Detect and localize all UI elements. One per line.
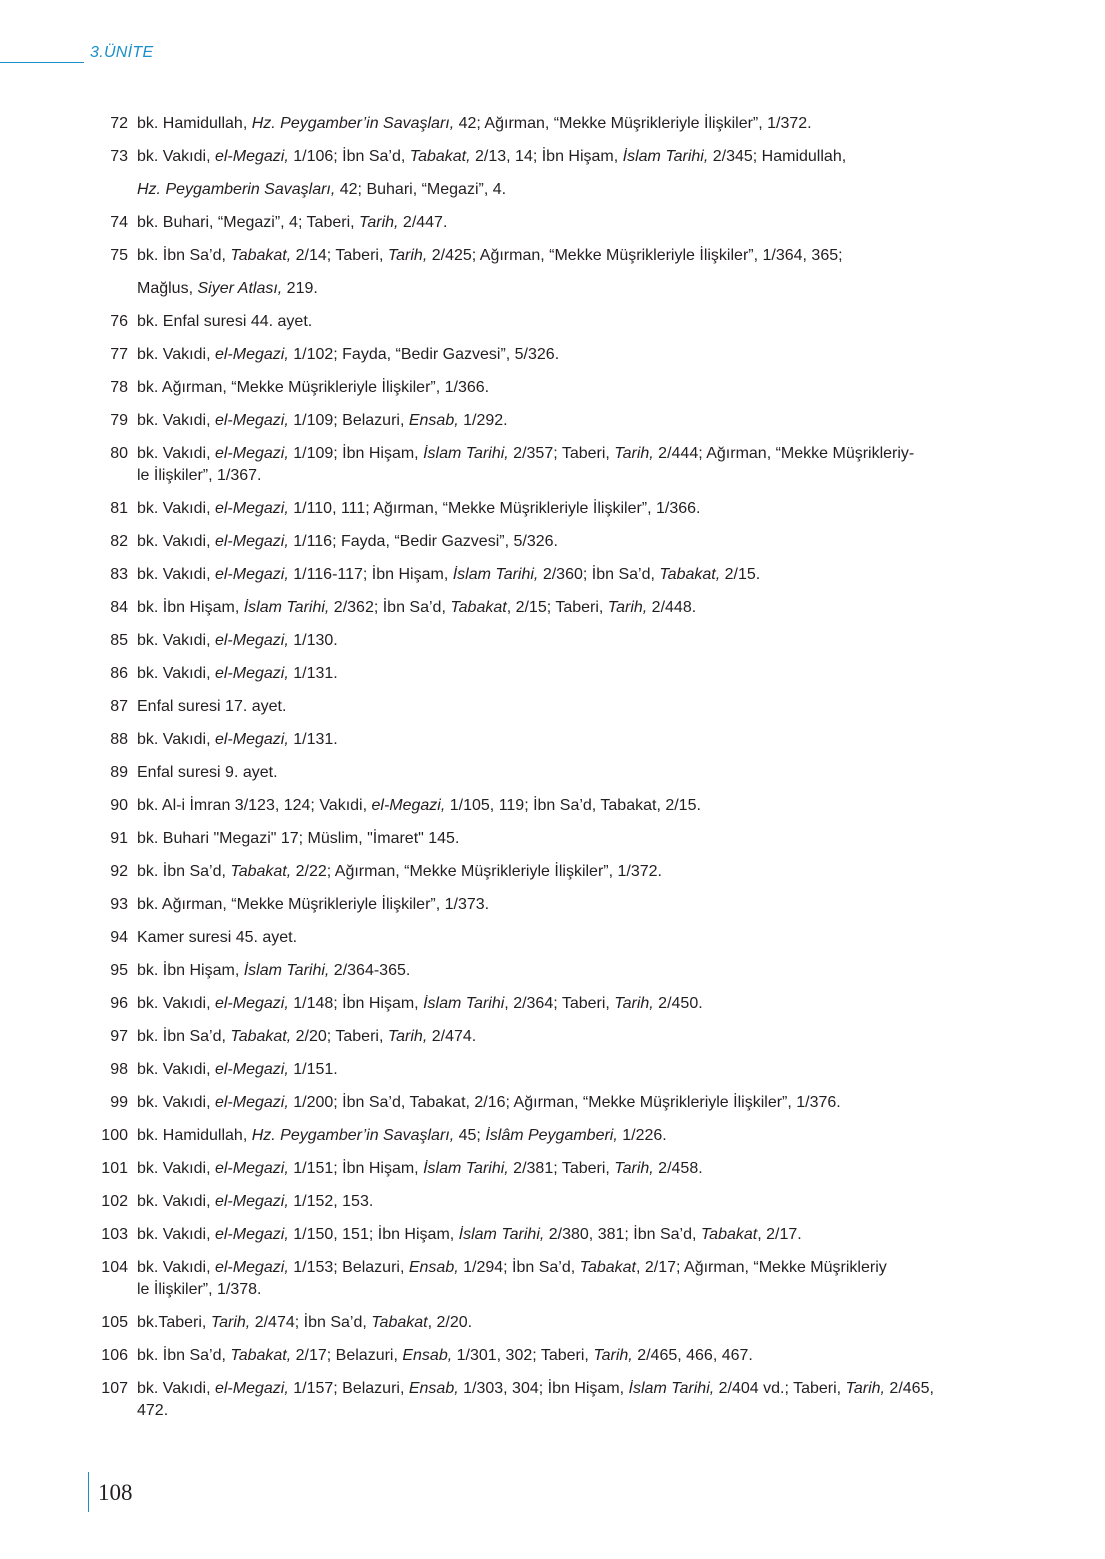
- endnote-text: bk. İbn Sa’d, Tabakat, 2/22; Ağırman, “Mekke Müşrikleriyle İlişkiler”, 1/372.: [137, 863, 662, 880]
- endnote-text: bk. Hamidullah, Hz. Peygamber’in Savaşları, 42; Ağırman, “Mekke Müşrikleriyle İlişkiler”, 1/372.: [137, 115, 812, 132]
- italic-title: el-Megazi,: [214, 731, 289, 748]
- italic-title: el-Megazi,: [214, 995, 289, 1012]
- endnote-number: 96: [110, 995, 128, 1012]
- endnote-text: bk. Vakıdi, el-Megazi, 1/116; Fayda, “Bedir Gazvesi”, 5/326.: [137, 533, 558, 550]
- italic-title: Hz. Peygamberin Savaşları,: [137, 181, 336, 198]
- italic-title: el-Megazi,: [214, 566, 289, 583]
- italic-title: İslâm Peygamberi,: [485, 1127, 618, 1144]
- endnote-number: 85: [110, 632, 128, 649]
- endnote-number: 78: [110, 379, 128, 396]
- italic-title: Tarih,: [845, 1380, 885, 1397]
- endnote-text: bk. Vakıdi, el-Megazi, 1/153; Belazuri, Ensab, 1/294; İbn Sa’d, Tabakat, 2/17; Ağırman, “Mekke Müşrikleriy: [137, 1259, 887, 1276]
- endnote-text: bk. İbn Sa’d, Tabakat, 2/17; Belazuri, Ensab, 1/301, 302; Taberi, Tarih, 2/465, 466, 467.: [137, 1347, 753, 1364]
- italic-title: Ensab,: [402, 1347, 453, 1364]
- endnote-text: bk. Vakıdi, el-Megazi, 1/131.: [137, 665, 338, 682]
- header-rule: [0, 62, 84, 63]
- endnote-text: bk. Ağırman, “Mekke Müşrikleriyle İlişkiler”, 1/373.: [137, 896, 490, 913]
- endnote-text-continued: 472.: [137, 1402, 169, 1419]
- italic-title: Tarih,: [614, 1160, 654, 1177]
- endnote-number: 74: [110, 214, 128, 231]
- italic-title: Tarih,: [614, 445, 654, 462]
- endnote-text: bk. Vakıdi, el-Megazi, 1/200; İbn Sa’d, Tabakat, 2/16; Ağırman, “Mekke Müşrikleriyle İlişkiler”, 1/376.: [137, 1094, 841, 1111]
- italic-title: Tarih,: [607, 599, 648, 616]
- italic-title: Tabakat,: [230, 1347, 292, 1364]
- italic-title: Tarih,: [387, 247, 428, 264]
- page-number-rule: [88, 1472, 89, 1512]
- endnote-text: bk. Enfal suresi 44. ayet.: [137, 313, 313, 330]
- endnote-text: bk. Vakıdi, el-Megazi, 1/131.: [137, 731, 338, 748]
- italic-title: İslam Tarihi,: [423, 1160, 509, 1177]
- endnote-number: 95: [110, 962, 128, 979]
- endnote-number: 107: [101, 1380, 128, 1397]
- italic-title: Tabakat,: [230, 1028, 292, 1045]
- page-number: 108: [98, 1480, 133, 1505]
- endnote-number: 82: [110, 533, 128, 550]
- endnote-text: bk. Vakıdi, el-Megazi, 1/110, 111; Ağırman, “Mekke Müşrikleriyle İlişkiler”, 1/366.: [137, 500, 701, 517]
- italic-title: Tarih,: [387, 1028, 428, 1045]
- endnote-text: bk. Vakıdi, el-Megazi, 1/152, 153.: [137, 1193, 374, 1210]
- endnote-text: bk. Vakıdi, el-Megazi, 1/106; İbn Sa’d, Tabakat, 2/13, 14; İbn Hişam, İslam Tarihi, 2/345; Hamidullah,: [137, 148, 847, 165]
- endnote-number: 87: [110, 698, 128, 715]
- endnote-text: bk. Vakıdi, el-Megazi, 1/150, 151; İbn Hişam, İslam Tarihi, 2/380, 381; İbn Sa’d, Tabakat, 2/17.: [137, 1226, 802, 1243]
- endnote-number: 83: [110, 566, 128, 583]
- italic-title: el-Megazi,: [214, 148, 289, 165]
- italic-title: el-Megazi,: [214, 1259, 289, 1276]
- italic-title: el-Megazi,: [371, 797, 446, 814]
- italic-title: Hz. Peygamber’in Savaşları,: [251, 1127, 455, 1144]
- italic-title: Tabakat,: [230, 863, 292, 880]
- endnote-number: 72: [110, 115, 128, 132]
- endnote-text: bk. Vakıdi, el-Megazi, 1/151; İbn Hişam, İslam Tarihi, 2/381; Taberi, Tarih, 2/458.: [137, 1160, 703, 1177]
- endnote-number: 84: [110, 599, 128, 616]
- italic-title: Siyer Atlası,: [197, 280, 283, 297]
- endnote-number: 97: [110, 1028, 128, 1045]
- italic-title: Tabakat,: [409, 148, 471, 165]
- italic-title: Tarih,: [359, 214, 399, 231]
- italic-title: İslam Tarihi: [423, 995, 505, 1012]
- italic-title: İslam Tarihi,: [243, 962, 330, 979]
- endnote-number: 102: [101, 1193, 128, 1210]
- italic-title: Tabakat: [371, 1314, 428, 1331]
- italic-title: el-Megazi,: [214, 445, 289, 462]
- endnote-text: bk. Vakıdi, el-Megazi, 1/157; Belazuri, Ensab, 1/303, 304; İbn Hişam, İslam Tarihi, 2/404 vd.; Taberi, Tarih, 2/465,: [137, 1380, 934, 1397]
- endnote-text: bk. Hamidullah, Hz. Peygamber’in Savaşları, 45; İslâm Peygamberi, 1/226.: [137, 1127, 667, 1144]
- italic-title: el-Megazi,: [214, 632, 289, 649]
- endnote-text: bk. Al-i İmran 3/123, 124; Vakıdi, el-Megazi, 1/105, 119; İbn Sa’d, Tabakat, 2/15.: [137, 797, 701, 814]
- italic-title: İslam Tarihi,: [622, 148, 709, 165]
- endnote-text: Kamer suresi 45. ayet.: [137, 929, 298, 946]
- italic-title: Tabakat: [700, 1226, 758, 1243]
- italic-title: el-Megazi,: [214, 412, 289, 429]
- italic-title: İslam Tarihi,: [423, 445, 509, 462]
- italic-title: Tarih,: [210, 1314, 251, 1331]
- endnote-number: 94: [110, 929, 128, 946]
- endnote-number: 75: [110, 247, 128, 264]
- endnote-text: bk.Taberi, Tarih, 2/474; İbn Sa’d, Tabakat, 2/20.: [137, 1314, 473, 1331]
- endnote-number: 89: [110, 764, 128, 781]
- italic-title: el-Megazi,: [214, 1094, 289, 1111]
- endnote-text-continued: Mağlus, Siyer Atlası, 219.: [137, 280, 318, 297]
- italic-title: el-Megazi,: [214, 346, 289, 363]
- endnote-number: 73: [110, 148, 128, 165]
- italic-title: el-Megazi,: [214, 1061, 289, 1078]
- endnote-number: 79: [110, 412, 128, 429]
- endnote-text: bk. Vakıdi, el-Megazi, 1/116-117; İbn Hişam, İslam Tarihi, 2/360; İbn Sa’d, Tabakat, 2/15.: [137, 566, 761, 583]
- endnote-number: 90: [110, 797, 128, 814]
- endnote-text: bk. Ağırman, “Mekke Müşrikleriyle İlişkiler”, 1/366.: [137, 379, 490, 396]
- endnote-number: 98: [110, 1061, 128, 1078]
- endnote-text: bk. Vakıdi, el-Megazi, 1/130.: [137, 632, 338, 649]
- endnote-text: bk. Vakıdi, el-Megazi, 1/102; Fayda, “Bedir Gazvesi”, 5/326.: [137, 346, 560, 363]
- endnote-number: 105: [101, 1314, 128, 1331]
- italic-title: Tabakat,: [659, 566, 721, 583]
- endnote-number: 106: [101, 1347, 128, 1364]
- italic-title: Ensab,: [408, 1259, 459, 1276]
- italic-title: İslam Tarihi,: [452, 566, 539, 583]
- italic-title: Ensab,: [408, 412, 459, 429]
- italic-title: el-Megazi,: [214, 533, 289, 550]
- endnote-text: bk. Vakıdi, el-Megazi, 1/151.: [137, 1061, 338, 1078]
- endnote-text: bk. Buhari "Megazi" 17; Müslim, "İmaret" 145.: [137, 830, 460, 847]
- endnote-text: bk. Vakıdi, el-Megazi, 1/148; İbn Hişam, İslam Tarihi, 2/364; Taberi, Tarih, 2/450.: [137, 995, 703, 1012]
- endnote-number: 99: [110, 1094, 128, 1111]
- endnote-number: 93: [110, 896, 128, 913]
- endnote-number: 80: [110, 445, 128, 462]
- italic-title: el-Megazi,: [214, 1226, 289, 1243]
- italic-title: Tarih,: [614, 995, 654, 1012]
- endnote-text-continued: le İlişkiler”, 1/378.: [137, 1281, 262, 1298]
- endnote-number: 91: [110, 830, 128, 847]
- italic-title: el-Megazi,: [214, 1380, 289, 1397]
- endnote-number: 100: [101, 1127, 128, 1144]
- italic-title: Hz. Peygamber’in Savaşları,: [251, 115, 455, 132]
- endnote-text: bk. Vakıdi, el-Megazi, 1/109; Belazuri, Ensab, 1/292.: [137, 412, 508, 429]
- endnote-text: Enfal suresi 17. ayet.: [137, 698, 287, 715]
- italic-title: Tarih,: [593, 1347, 633, 1364]
- endnote-number: 86: [110, 665, 128, 682]
- italic-title: İslam Tarihi,: [458, 1226, 545, 1243]
- endnote-text: Enfal suresi 9. ayet.: [137, 764, 278, 781]
- endnote-text-continued: le İlişkiler”, 1/367.: [137, 467, 262, 484]
- endnote-number: 104: [101, 1259, 128, 1276]
- italic-title: Tabakat: [450, 599, 507, 616]
- endnote-text: bk. İbn Hişam, İslam Tarihi, 2/364-365.: [137, 962, 411, 979]
- endnote-text: bk. İbn Sa’d, Tabakat, 2/14; Taberi, Tarih, 2/425; Ağırman, “Mekke Müşrikleriyle İlişkiler”, 1/364, 365;: [137, 247, 843, 264]
- italic-title: el-Megazi,: [214, 500, 289, 517]
- italic-title: İslam Tarihi,: [243, 599, 330, 616]
- italic-title: İslam Tarihi,: [628, 1380, 715, 1397]
- endnote-number: 76: [110, 313, 128, 330]
- italic-title: el-Megazi,: [214, 1160, 289, 1177]
- endnote-number: 103: [101, 1226, 128, 1243]
- endnote-number: 92: [110, 863, 128, 880]
- endnote-number: 81: [110, 500, 128, 517]
- italic-title: el-Megazi,: [214, 665, 289, 682]
- endnote-text: bk. İbn Hişam, İslam Tarihi, 2/362; İbn Sa’d, Tabakat, 2/15; Taberi, Tarih, 2/448.: [137, 599, 697, 616]
- italic-title: Tabakat: [579, 1259, 636, 1276]
- endnote-text: bk. Buhari, “Megazi”, 4; Taberi, Tarih, 2/447.: [137, 214, 448, 231]
- italic-title: el-Megazi,: [214, 1193, 289, 1210]
- endnote-number: 101: [101, 1160, 128, 1177]
- endnote-number: 88: [110, 731, 128, 748]
- italic-title: Ensab,: [408, 1380, 459, 1397]
- italic-title: Tabakat,: [230, 247, 292, 264]
- endnote-number: 77: [110, 346, 128, 363]
- endnote-text-continued: Hz. Peygamberin Savaşları, 42; Buhari, “Megazi”, 4.: [137, 181, 507, 198]
- endnote-text: bk. Vakıdi, el-Megazi, 1/109; İbn Hişam, İslam Tarihi, 2/357; Taberi, Tarih, 2/444; Ağırman, “Mekke Müşrikleriy-: [137, 445, 915, 462]
- unit-label: 3.ÜNİTE: [90, 44, 154, 61]
- endnote-text: bk. İbn Sa’d, Tabakat, 2/20; Taberi, Tarih, 2/474.: [137, 1028, 477, 1045]
